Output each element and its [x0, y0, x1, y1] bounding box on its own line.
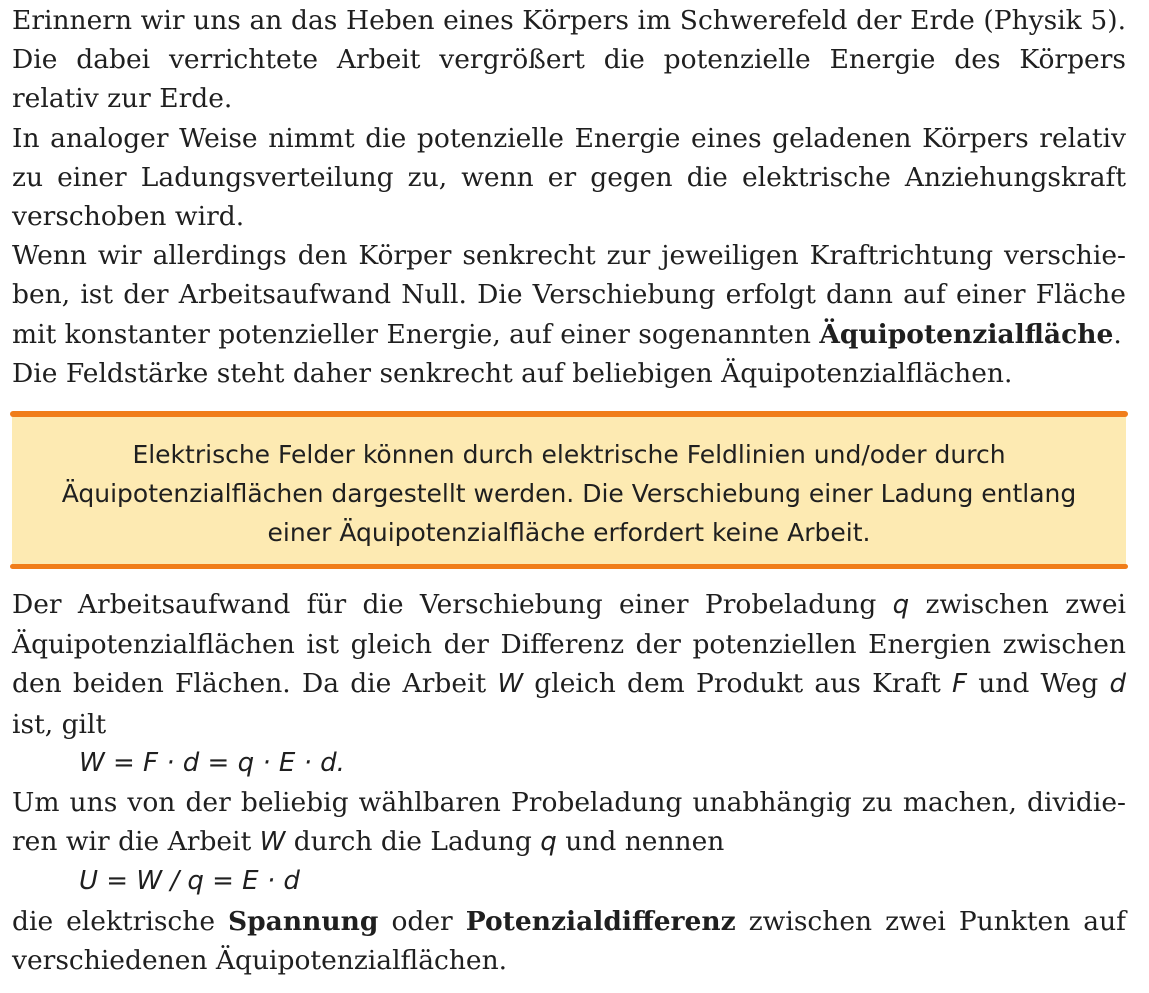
final-text-2: oder [378, 905, 466, 937]
paragraph-work [12, 585, 1126, 744]
document-page [12, 0, 1126, 980]
paragraph-gravity: Erinnern wir uns an das Heben eines Körpers im Schwerefeld der Erde (Physik 5). Die dabei verrichtete Arbeit vergrößert die potenzielle Energie des Körpers relativ zur Erde. [12, 5, 1126, 115]
equipotential-period: . [1113, 318, 1122, 350]
division-text-3: und nennen [556, 826, 725, 858]
paragraph-field-strength: Die Feldstärke steht daher senkrecht auf beliebigen Äquipotenzialflächen. [12, 357, 1013, 389]
paragraph-equipotential [12, 236, 1126, 354]
symbol-q: q [540, 827, 557, 858]
highlight-box [12, 415, 1126, 565]
work-text-4: und Weg [967, 668, 1110, 700]
highlight-top-rule [10, 411, 1128, 417]
final-text-3: zwischen zwei Punkten auf verschiedenen Äquipotenzialflächen. [12, 905, 1126, 976]
symbol-q: q [892, 590, 910, 621]
equation-work: W = F · d = q · E · d. [79, 747, 345, 778]
highlight-bottom-rule [10, 564, 1128, 569]
equipotential-text: Wenn wir allerdings den Körper senkrecht zur jeweiligen Kraftrichtung verschieben, ist der Arbeitsaufwand Null. Die Verschiebung erfolgt dann auf einer Fläche mit konstanter potenzieller Energie, auf einer sogenannten [12, 240, 1126, 350]
symbol-w: W [497, 669, 524, 700]
paragraph-charge-analogy: In analoger Weise nimmt die potenzielle Energie eines geladenen Körpers relativ zu einer Ladungsverteilung zu, wenn er gegen die elektrische Anziehungskraft verschoben wird. [12, 122, 1126, 233]
symbol-w: W [259, 827, 286, 858]
paragraph-voltage-definition [12, 902, 1126, 980]
final-text-1: die elektrische [12, 905, 229, 937]
work-text-5: ist, gilt [12, 708, 107, 740]
highlight-line-1: Elektrische Felder können durch elektrische Feldlinien und/oder durch [132, 440, 1006, 470]
division-text-2: durch die Ladung [285, 826, 541, 858]
highlight-box-text [32, 435, 1106, 553]
work-text-3: gleich dem Produkt aus Kraft [523, 668, 953, 700]
highlight-line-3: einer Äquipotenzialfläche erfordert keine Arbeit. [267, 518, 871, 548]
term-voltage: Spannung [228, 905, 379, 937]
work-text-1: Der Arbeitsaufwand für die Verschiebung einer Probeladung [12, 589, 893, 621]
work-text-2: zwischen zwei Äquipotenzialflächen ist gleich der Differenz der potenziellen Energien zwischen den beiden Flächen. Da die Arbeit [12, 589, 1126, 700]
equation-voltage: U = W / q = E · d [79, 866, 300, 897]
highlight-line-2: Äquipotenzialflächen dargestellt werden. Die Verschiebung einer Ladung entlang [61, 479, 1077, 509]
paragraph-division [12, 783, 1126, 862]
symbol-d: d [1109, 669, 1127, 700]
term-equipotential-surface: Äquipotenzialfläche [819, 318, 1114, 350]
term-potential-difference: Potenzialdifferenz [465, 905, 736, 937]
symbol-f: F [952, 669, 968, 700]
division-text-1: Um uns von der beliebig wählbaren Probeladung unabhängig zu machen, dividieren wir die Arbeit [12, 787, 1126, 858]
